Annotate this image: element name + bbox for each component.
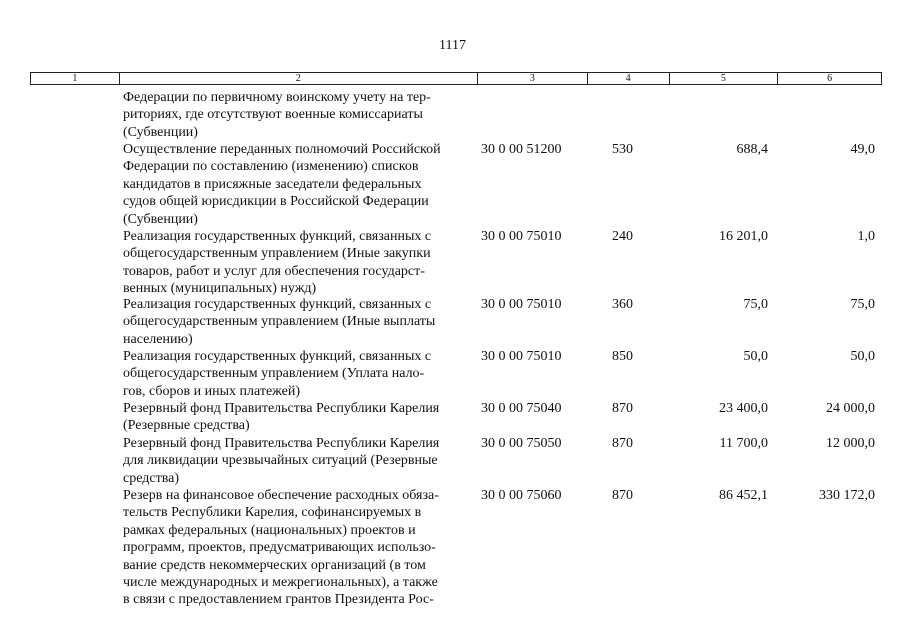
row-amount-1: 23 400,0 bbox=[719, 401, 768, 416]
row-amount-1: 11 700,0 bbox=[719, 436, 768, 451]
row-code: 30 0 00 75060 bbox=[481, 488, 562, 503]
column-header-6: 6 bbox=[777, 73, 881, 84]
row-code: 30 0 00 75010 bbox=[481, 229, 562, 244]
row-amount-2: 12 000,0 bbox=[826, 436, 875, 451]
row-code: 30 0 00 75050 bbox=[481, 436, 562, 451]
row-amount-2: 75,0 bbox=[850, 297, 875, 312]
row-expense-type: 240 bbox=[612, 229, 633, 244]
page-number: 1117 bbox=[439, 38, 466, 53]
row-expense-type: 870 bbox=[612, 488, 633, 503]
row-expense-type: 870 bbox=[612, 436, 633, 451]
row-name: Резервный фонд Правительства Республики Карелия для ликвидации чрезвычайных ситуаций (Резервные средства) bbox=[123, 436, 440, 486]
row-amount-1: 688,4 bbox=[736, 142, 768, 157]
row-amount-1: 86 452,1 bbox=[719, 488, 768, 503]
row-name: Резервный фонд Правительства Республики Карелия (Резервные средства) bbox=[123, 401, 440, 434]
column-header-2: 2 bbox=[119, 73, 477, 84]
column-header-3: 3 bbox=[477, 73, 587, 84]
row-name: Федерации по первичному воинскому учету на тер- риториях, где отсутствуют военные комиссариаты (Субвенции) bbox=[123, 90, 431, 140]
column-header-4: 4 bbox=[587, 73, 669, 84]
row-amount-1: 16 201,0 bbox=[719, 229, 768, 244]
row-expense-type: 360 bbox=[612, 297, 633, 312]
row-code: 30 0 00 75040 bbox=[481, 401, 562, 416]
row-amount-1: 75,0 bbox=[743, 297, 768, 312]
column-header-5: 5 bbox=[669, 73, 778, 84]
table-header bbox=[30, 72, 882, 85]
row-code: 30 0 00 51200 bbox=[481, 142, 562, 157]
column-header-1: 1 bbox=[72, 73, 78, 84]
row-amount-2: 49,0 bbox=[850, 142, 875, 157]
row-name: Реализация государственных функций, связанных с общегосударственным управлением (Иные закупки товаров, работ и услуг для обеспечения государст- венных (муниципальных) нужд) bbox=[123, 229, 432, 297]
row-amount-2: 1,0 bbox=[857, 229, 875, 244]
row-amount-2: 330 172,0 bbox=[819, 488, 875, 503]
row-code: 30 0 00 75010 bbox=[481, 297, 562, 312]
row-amount-1: 50,0 bbox=[743, 349, 768, 364]
row-amount-2: 24 000,0 bbox=[826, 401, 875, 416]
row-expense-type: 850 bbox=[612, 349, 633, 364]
row-name: Осуществление переданных полномочий Российской Федерации по составлению (изменению) списков кандидатов в присяжные заседатели федеральных судов общей юрисдикции в Российской Федерации (Субвенции) bbox=[123, 142, 441, 227]
row-expense-type: 530 bbox=[612, 142, 633, 157]
row-name: Реализация государственных функций, связанных с общегосударственным управлением (Уплата нало- гов, сборов и иных платежей) bbox=[123, 349, 432, 399]
row-expense-type: 870 bbox=[612, 401, 633, 416]
row-code: 30 0 00 75010 bbox=[481, 349, 562, 364]
row-amount-2: 50,0 bbox=[850, 349, 875, 364]
row-name: Реализация государственных функций, связанных с общегосударственным управлением (Иные выплаты населению) bbox=[123, 297, 436, 347]
row-name: Резерв на финансовое обеспечение расходных обяза- тельств Республики Карелия, софинансируемых в рамках федеральных (национальных) проектов и программ, проектов, предусматривающих использо- вание средств некоммерческих организаций (в том числе международных и межрегиональных), а также в связи с предоставлением грантов Президента Рос- bbox=[123, 488, 439, 608]
